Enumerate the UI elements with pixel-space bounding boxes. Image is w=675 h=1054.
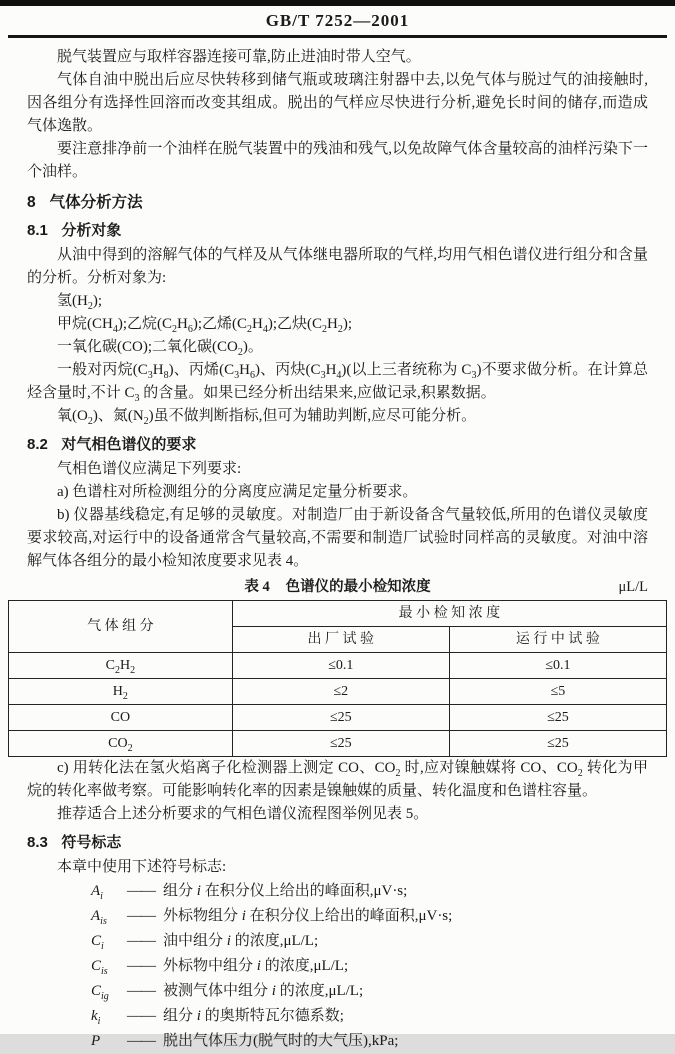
cell-operation: ≤0.1 <box>449 653 666 679</box>
cell-factory: ≤0.1 <box>232 653 449 679</box>
symbol-definition-cig <box>27 979 648 1004</box>
section-8-2-heading <box>27 433 648 456</box>
symbol-dash: —— <box>127 958 155 974</box>
symbol: $C_{is}$ <box>91 958 108 977</box>
table4-title: 色谱仪的最小检知浓度 <box>285 579 431 595</box>
symbol-description: 被测气体中组分 i 的浓度,μL/L; <box>163 983 364 999</box>
cell-factory: ≤25 <box>232 731 449 757</box>
table4-col-group: 最 小 检 知 浓 度 <box>232 601 666 627</box>
doc-number: GB/T 7252—2001 <box>265 11 410 30</box>
paragraph-degas-connection: 脱气装置应与取样容器连接可靠,防止进油时带人空气。 <box>57 49 421 65</box>
table-row <box>9 731 667 757</box>
cell-factory: ≤25 <box>232 705 449 731</box>
section-8-3-number: 8.3 <box>27 834 48 851</box>
cell-operation: ≤25 <box>449 731 666 757</box>
page-content <box>0 38 675 1054</box>
symbol-dash: —— <box>127 1033 155 1049</box>
cell-gas: $CO_2$ <box>9 731 233 757</box>
table4-caption <box>27 576 648 598</box>
symbol: $C_i$ <box>91 933 104 952</box>
scan-edge-top <box>0 0 675 6</box>
symbol-description: 脱出气体压力(脱气时的大气压),kPa; <box>163 1033 399 1049</box>
section-8-number: 8 <box>27 194 36 211</box>
paragraph-symbols-intro: 本章中使用下述符号标志: <box>57 859 227 875</box>
symbol-description: 组分 i 的奥斯特瓦尔德系数; <box>163 1008 344 1024</box>
section-8-3-heading <box>27 831 648 854</box>
cell-gas: CO <box>9 705 233 731</box>
table4-col-factory: 出 厂 试 验 <box>232 627 449 653</box>
cell-operation: ≤25 <box>449 705 666 731</box>
section-8-1-heading <box>27 219 648 242</box>
section-8-3-title: 符号标志 <box>61 834 122 851</box>
table4-header-row-1 <box>9 601 667 627</box>
symbol-dash: —— <box>127 883 155 899</box>
paragraph-oxygen-nitrogen: 氧$(O_2)$、氮$(N_2)$虽不做判断指标,但可为辅助判断,应尽可能分析。 <box>57 408 477 427</box>
table-row <box>9 653 667 679</box>
symbol-dash: —— <box>127 1008 155 1024</box>
section-8-1-number: 8.1 <box>27 222 48 239</box>
symbol-dash: —— <box>127 908 155 924</box>
table4 <box>8 600 667 757</box>
symbol-definition-ci <box>27 929 648 954</box>
symbol-dash: —— <box>127 983 155 999</box>
paragraph-analysis-objects: 从油中得到的溶解气体的气样及从气体继电器所取的气样,均用气相色谱仪进行组分和含量的分析。分析对象为: <box>27 247 648 286</box>
table4-col-operation: 运 行 中 试 验 <box>449 627 666 653</box>
symbol-definition-ki <box>27 1004 648 1029</box>
paragraph-requirement-c: c) 用转化法在氢火焰离子化检测器上测定 CO、$CO_2$ 时,应对镍触媒将 CO、$CO_2$ 转化为甲烷的转化率做考察。可能影响转化率的因素是镍触媒的质量、转化温度和色谱柱容量。 <box>27 760 648 799</box>
symbol-description: 组分 i 在积分仪上给出的峰面积,μV·s; <box>163 883 408 899</box>
paragraph-flow-diagram: 推荐适合上述分析要求的气相色谱仪流程图举例见表 5。 <box>57 806 429 822</box>
cell-gas: $H_2$ <box>9 679 233 705</box>
symbol: $k_i$ <box>91 1008 101 1027</box>
paragraph-hydrocarbons: 甲烷$(CH_4)$;乙烷$(C_2H_6)$;乙烯$(C_2H_4)$;乙炔$(C_2H_2)$; <box>57 316 353 335</box>
symbol-definition-ai <box>27 879 648 904</box>
section-8-1-title: 分析对象 <box>61 222 122 239</box>
paragraph-chromatograph-requirements: 气相色谱仪应满足下列要求: <box>57 461 242 477</box>
cell-gas: $C_2H_2$ <box>9 653 233 679</box>
symbol-definition-ais <box>27 904 648 929</box>
cell-operation: ≤5 <box>449 679 666 705</box>
symbol: $C_{ig}$ <box>91 983 109 1002</box>
cell-factory: ≤2 <box>232 679 449 705</box>
symbol-definition-p <box>27 1029 648 1054</box>
symbol-description: 油中组分 i 的浓度,μL/L; <box>163 933 319 949</box>
table4-unit: μL/L <box>618 579 648 595</box>
section-8-heading <box>27 191 648 214</box>
paragraph-requirement-b: b) 仪器基线稳定,有足够的灵敏度。对制造厂由于新设备含气量较低,所用的色谱仪灵敏度要求较高,对运行中的设备通常含气量较高,不需要和制造厂试验时同样高的灵敏度。对油中溶解气体各组分的最小检知浓度要求见表 4。 <box>27 507 648 569</box>
symbol: $A_i$ <box>91 883 103 902</box>
table4-wrapper <box>8 600 667 757</box>
table4-label: 表 4 <box>244 579 270 595</box>
paragraph-requirement-a: a) 色谱柱对所检测组分的分离度应满足定量分析要求。 <box>57 484 418 500</box>
section-8-title: 气体分析方法 <box>49 194 143 211</box>
symbol-dash: —— <box>127 933 155 949</box>
table-row <box>9 679 667 705</box>
table-row <box>9 705 667 731</box>
section-8-2-title: 对气相色谱仪的要求 <box>61 436 197 453</box>
paragraph-c3-components: 一般对丙烷$(C_3H_8)$、丙烯$(C_3H_6)$、丙炔$(C_3H_4)$(以上三者统称为 $C_3$)不要求做分析。在计算总烃含量时,不计 $C_3$ 的含量。如果已经分析出结果来,应做记录,积累数据。 <box>27 362 649 404</box>
table4-col-gas: 气 体 组 分 <box>9 601 233 653</box>
symbol: P <box>91 1033 101 1049</box>
section-8-2-number: 8.2 <box>27 436 48 453</box>
symbol-description: 外标物组分 i 在积分仪上给出的峰面积,μV·s; <box>163 908 453 924</box>
paragraph-gas-transfer: 气体自油中脱出后应尽快转移到储气瓶或玻璃注射器中去,以免气体与脱过气的油接触时,因各组分有选择性回溶而改变其组成。脱出的气样应尽快进行分析,避免长时间的储存,而造成气体逸散。 <box>27 72 648 134</box>
symbol-definition-cis <box>27 954 648 979</box>
paragraph-hydrogen: 氢$(H_2)$; <box>57 293 102 312</box>
symbol: $A_{is}$ <box>91 908 107 927</box>
paragraph-carbon-oxides: 一氧化碳(CO);二氧化碳$(CO_2)$。 <box>57 339 263 358</box>
paragraph-residual-oil: 要注意排净前一个油样在脱气装置中的残油和残气,以免故障气体含量较高的油样污染下一个油样。 <box>27 141 648 180</box>
symbol-description: 外标物中组分 i 的浓度,μL/L; <box>163 958 349 974</box>
